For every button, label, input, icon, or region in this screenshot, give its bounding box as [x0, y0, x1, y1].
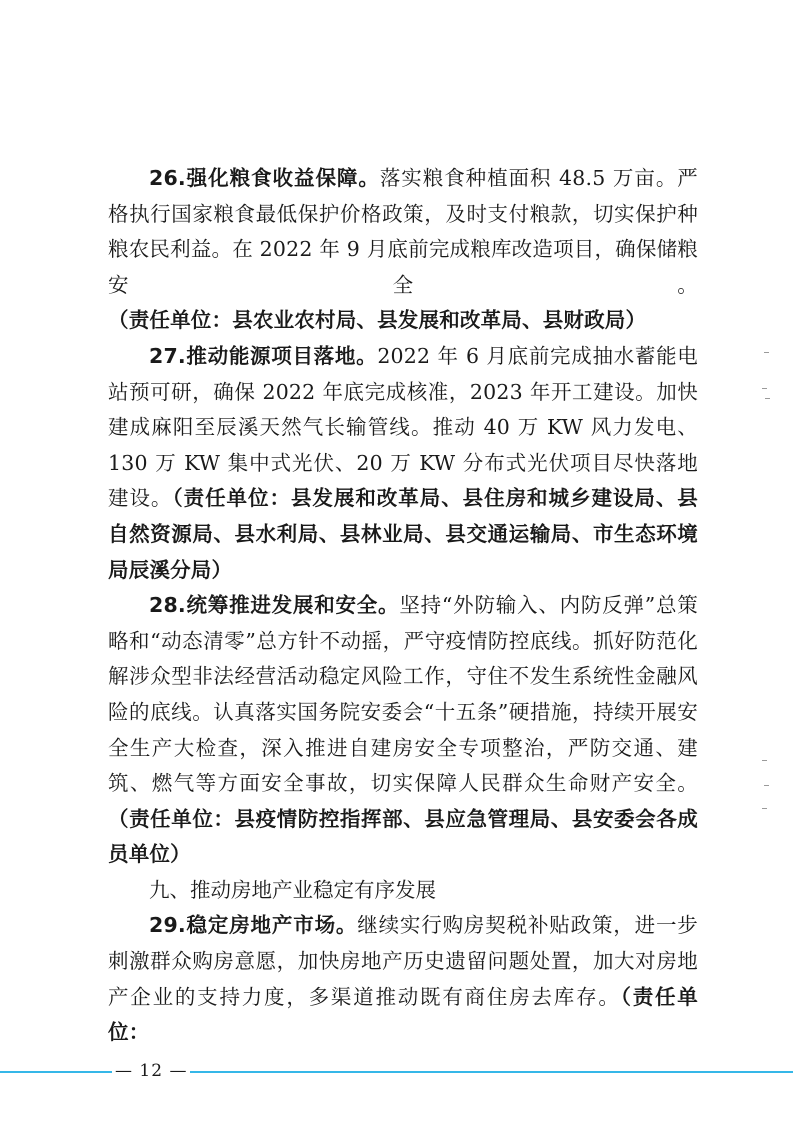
- scan-margin-mark: [762, 388, 767, 389]
- item-29-responsibility: （责任单位：: [108, 984, 698, 1045]
- scan-margin-mark: [762, 808, 767, 809]
- item-28-body: 坚持“外防输入、内防反弹”总策略和“动态清零”总方针不动摇，严守疫情防控底线。抓好防范化解涉众型非法经营活动稳定风险工作，守住不发生系统性金融风险的底线。认真落实国务院安委会“十五条”硬措施，持续开展安全生产大检查，深入推进自建房安全专项整治，严防交通、建筑、燃气等方面安全事故，切实保障人民群众生命财产安全。: [108, 593, 698, 796]
- item-27-responsibility: （责任单位：县发展和改革局、县住房和城乡建设局、县自然资源局、县水利局、县林业局、县交通运输局、市生态环境局辰溪分局）: [108, 486, 699, 582]
- item-29-paragraph: [108, 908, 698, 1050]
- item-26-paragraph: [108, 161, 698, 339]
- section-heading: 九、推动房地产业稳定有序发展: [149, 877, 436, 902]
- scan-margin-mark: [765, 398, 770, 399]
- item-27-lead: 27.推动能源项目落地。: [149, 343, 378, 368]
- scan-margin-mark: [764, 785, 769, 786]
- item-26-responsibility: （责任单位：县农业农村局、县发展和改革局、县财政局）: [108, 308, 647, 333]
- item-29-body: 继续实行购房契税补贴政策，进一步刺激群众购房意愿，加快房地产历史遗留问题处置，加大对房地产企业的支持力度，多渠道推动既有商住房去库存。: [108, 913, 698, 1009]
- item-29-lead: 29.稳定房地产市场。: [149, 913, 358, 938]
- document-body: [108, 161, 698, 1051]
- item-26-body: 落实粮食种植面积 48.5 万亩。严格执行国家粮食最低保护价格政策，及时支付粮款，切实保护种粮农民利益。在 2022 年 9 月底前完成粮库改造项目，确保储粮安全。: [108, 166, 698, 297]
- item-28-lead: 28.统筹推进发展和安全。: [149, 593, 400, 618]
- item-28-responsibility: （责任单位：县疫情防控指挥部、县应急管理局、县安委会各成员单位）: [108, 806, 698, 867]
- scan-margin-mark: [764, 352, 769, 353]
- item-27-body: 2022 年 6 月底前完成抽水蓄能电站预可研，确保 2022 年底完成核准，2023 年开工建设。加快建成麻阳至辰溪天然气长输管线。推动 40 万 KW 风力发电、130 万 KW 集中式光伏、20 万 KW 分布式光伏项目尽快落地建设。: [108, 343, 698, 511]
- page-number: — 12 —: [112, 1061, 190, 1081]
- item-26-lead: 26.强化粮食收益保障。: [149, 166, 380, 190]
- scan-margin-mark: [762, 760, 767, 761]
- item-27-paragraph: [108, 339, 698, 588]
- item-28-paragraph: [108, 588, 698, 873]
